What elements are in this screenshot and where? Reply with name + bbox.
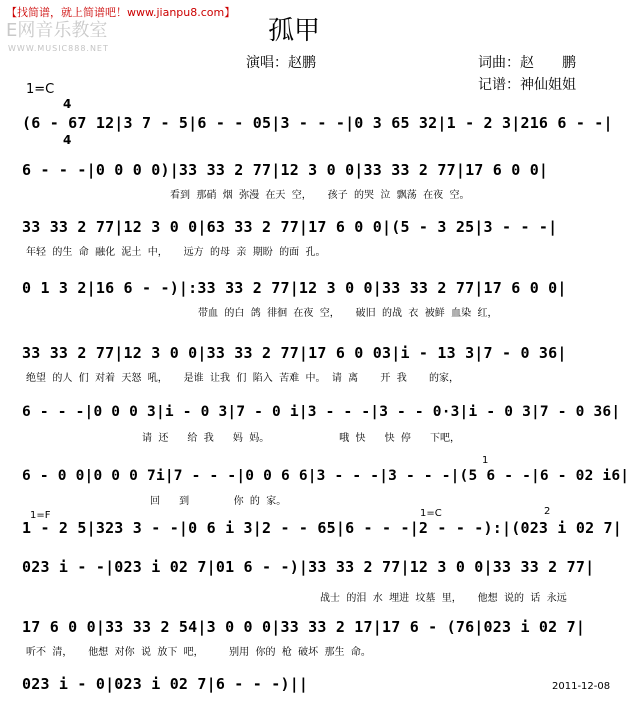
score-row-3-lyrics: 年轻 的生 命 融化 泥土 中， 远方 的母 亲 期盼 的面 孔。 — [26, 247, 326, 258]
watermark-url: WWW.MUSIC888.NET — [8, 44, 109, 53]
singer-credit: 演唱：赵鹏 — [246, 55, 316, 71]
score-row-8-notes: 1 - 2 5|323 3 - -|0 6 i 3|2 - - 65|6 - - -|2 - - -):|(023 i 02 7| — [22, 519, 622, 537]
key-signature: 1=C — [26, 82, 55, 97]
key-change-c: 1=C — [420, 508, 442, 519]
score-row-11-notes: 023 i - 0|023 i 02 7|6 - - -)|| — [22, 675, 309, 693]
transcriber-credit: 记谱：神仙姐姐 — [478, 77, 576, 93]
score-row-10-notes: 17 6 0 0|33 33 2 54|3 0 0 0|33 33 2 17|17 6 - (76|023 i 02 7| — [22, 618, 586, 636]
score-row-9-notes: 023 i - -|023 i 02 7|01 6 - -)|33 33 2 77|12 3 0 0|33 33 2 77| — [22, 558, 595, 576]
score-row-2-notes: 6 - - -|0 0 0 0)|33 33 2 77|12 3 0 0|33 33 2 77|17 6 0 0| — [22, 161, 549, 179]
song-title: 孤甲 — [268, 16, 321, 46]
score-row-5-lyrics: 绝望 的人 们 对着 天怒 吼， 是谁 让我 们 陷入 苦难 中。 请 离 开 我 的家， — [26, 373, 460, 384]
time-signature-top: 4 — [63, 97, 72, 111]
score-row-1-notes: (6 - 67 12|3 7 - 5|6 - - 05|3 - - -|0 3 65 32|1 - 2 3|216 6 - -| — [22, 114, 613, 132]
time-signature-bottom: 4 — [63, 133, 72, 147]
lyricist-credit: 词曲：赵 鹏 — [478, 55, 576, 71]
score-row-4-lyrics: 带血 的白 鸽 徘徊 在夜 空， 破旧 的战 衣 被鲜 血染 红， — [198, 308, 498, 319]
score-row-2-lyrics: 看到 那硝 烟 弥漫 在天 空， 孩子 的哭 泣 飘荡 在夜 空。 — [170, 190, 470, 201]
score-row-4-notes: 0 1 3 2|16 6 - -)|:33 33 2 77|12 3 0 0|33 33 2 77|17 6 0 0| — [22, 279, 567, 297]
score-row-7-notes: 6 - 0 0|0 0 0 7i|7 - - -|0 0 6 6|3 - - -|3 - - -|(5 6 - -|6 - 02 i6| — [22, 468, 630, 484]
score-row-6-lyrics: 请 还 给 我 妈 妈。 哦 快 快 停 下吧， — [142, 433, 461, 444]
score-row-10-lyrics: 听不 清， 他想 对你 说 放下 吧， 别用 你的 枪 破坏 那生 命。 — [26, 647, 371, 658]
site-banner[interactable]: 【找简谱，就上简谱吧！www.jianpu8.com】 — [6, 6, 236, 19]
volta-1-label: 1 — [482, 455, 489, 466]
key-change-f: 1=F — [30, 510, 51, 521]
score-row-9-lyrics: 战士 的泪 水 埋进 坟墓 里， 他想 说的 话 永远 — [320, 593, 567, 604]
volta-2-label: 2 — [544, 506, 551, 517]
score-row-6-notes: 6 - - -|0 0 0 3|i - 0 3|7 - 0 i|3 - - -|3 - - 0·3|i - 0 3|7 - 0 36| — [22, 404, 621, 420]
score-row-7-lyrics: 回 到 你 的 家。 — [150, 496, 287, 507]
score-row-3-notes: 33 33 2 77|12 3 0 0|63 33 2 77|17 6 0 0|(5 - 3 25|3 - - -| — [22, 218, 558, 236]
footer-date: 2011-12-08 — [552, 681, 611, 692]
score-row-5-notes: 33 33 2 77|12 3 0 0|33 33 2 77|17 6 0 03|i - 13 3|7 - 0 36| — [22, 344, 567, 362]
watermark-logo: E网音乐教室 — [6, 20, 108, 41]
